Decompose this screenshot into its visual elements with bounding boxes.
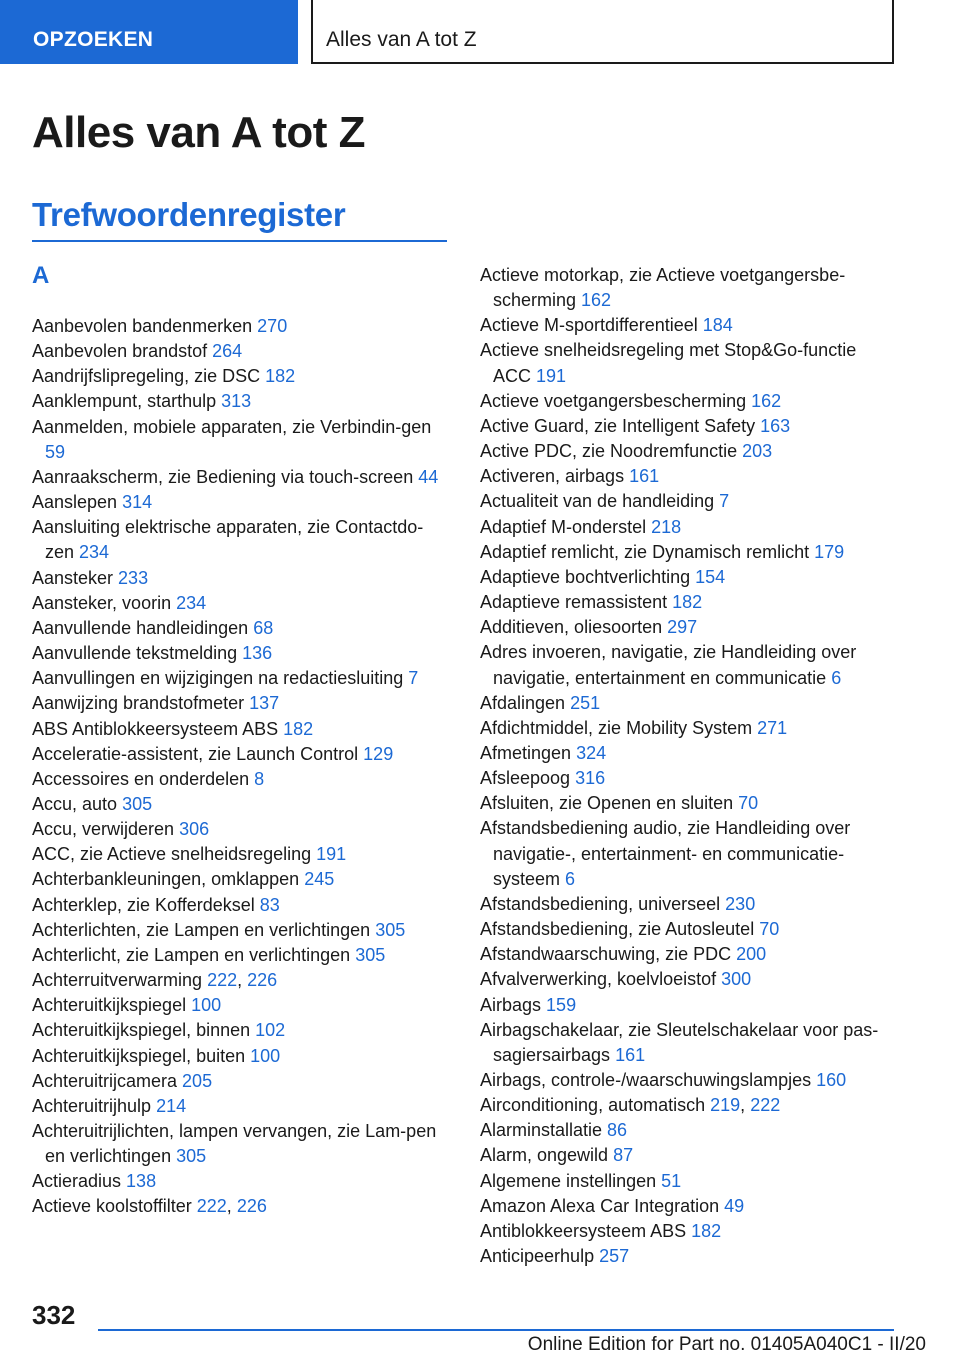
index-entry-term: Achterlichten, zie Lampen en verlichtingen (32, 919, 376, 940)
page-reference-link[interactable]: 6 (831, 667, 842, 688)
index-entry-term: Afstandwaarschuwing, zie PDC (480, 944, 737, 965)
header-tab-opzoeken[interactable]: OPZOEKEN (0, 0, 298, 64)
index-entry (32, 566, 450, 591)
page-reference-link[interactable]: 222 (207, 970, 238, 991)
index-entry (480, 816, 898, 891)
index-entry (32, 943, 450, 968)
index-entry (480, 1093, 898, 1118)
index-entry (480, 892, 898, 917)
page-reference-link[interactable]: 200 (736, 944, 767, 965)
page-reference-link[interactable]: 226 (236, 1196, 267, 1217)
index-entry-term: Aanklempunt, starthulp (32, 391, 222, 412)
index-entry (32, 742, 450, 767)
index-entry-term: ABS Antiblokkeersysteem ABS (32, 718, 284, 739)
index-entry-term: Activeren, airbags (480, 466, 630, 487)
index-entry (32, 1169, 450, 1194)
index-entry (32, 1194, 450, 1219)
page-reference-link[interactable]: 191 (536, 365, 567, 386)
index-entry (32, 767, 450, 792)
index-entry-term: Afstandsbediening audio, zie Handleiding over navigatie-, entertainment- en communicatie-systeem (480, 818, 851, 889)
index-entry (32, 691, 450, 716)
index-entry (32, 717, 450, 742)
ref-separator: , (740, 1095, 751, 1116)
index-entry (32, 1044, 450, 1069)
index-entry (32, 1094, 450, 1119)
index-entry (32, 616, 450, 641)
index-entry-term: Achteruitrijlichten, lampen vervangen, zie Lam-pen en verlichtingen (32, 1121, 437, 1167)
index-entry-term: Amazon Alexa Car Integration (480, 1195, 725, 1216)
index-entry-term: Achteruitrijcamera (32, 1070, 183, 1091)
index-entry-term: Airbags, controle-/waarschuwingslampjes (480, 1070, 817, 1090)
page-reference-link[interactable]: 264 (212, 341, 243, 362)
index-entry (32, 666, 450, 691)
page-reference-link[interactable]: 6 (565, 868, 576, 889)
index-entry-term: Accu, auto (32, 793, 123, 814)
index-entry (480, 1244, 898, 1269)
page-reference-link[interactable]: 305 (122, 793, 153, 814)
index-entry-term: Afstandsbediening, zie Autosleutel (480, 919, 760, 940)
page-reference-link[interactable]: 313 (221, 391, 252, 412)
page-reference-link[interactable]: 191 (316, 844, 347, 865)
index-entry-term: Antiblokkeersysteem ABS (480, 1220, 692, 1241)
page-reference-link[interactable]: 7 (719, 491, 730, 512)
page-reference-link[interactable]: 59 (45, 441, 66, 462)
index-entry-term: Afvalverwerking, koelvloeistof (480, 969, 722, 990)
index-entry (480, 1068, 898, 1093)
index-entry (480, 766, 898, 791)
page-reference-link[interactable]: 68 (253, 617, 274, 638)
index-entry (480, 942, 898, 967)
section-title: Trefwoordenregister (32, 196, 346, 233)
page-reference-link[interactable]: 300 (721, 969, 752, 990)
page-reference-link[interactable]: 49 (724, 1195, 745, 1216)
index-entry (32, 389, 450, 414)
index-entry-term: Actieve motorkap, zie Actieve voetgangersbe-scherming (480, 265, 846, 311)
page-reference-link[interactable]: 182 (672, 592, 703, 613)
index-entry (32, 1119, 450, 1169)
index-entry (480, 540, 898, 565)
index-entry-term: Aanbevolen bandenmerken (32, 316, 258, 336)
index-entry-term: Adaptieve remassistent (480, 592, 673, 613)
page-reference-link[interactable]: 316 (575, 768, 606, 789)
index-entry (480, 565, 898, 590)
page-reference-link[interactable]: 205 (182, 1070, 213, 1091)
page-reference-link[interactable]: 137 (249, 693, 280, 714)
index-entry-term: Accessoires en onderdelen (32, 768, 255, 789)
section-divider (32, 240, 447, 242)
page-reference-link[interactable]: 297 (667, 617, 698, 638)
index-entry (32, 591, 450, 616)
index-entry-term: Anticipeerhulp (480, 1246, 600, 1267)
index-entry-term: Additieven, oliesoorten (480, 617, 668, 638)
index-entry (32, 490, 450, 515)
index-entry-term: Airconditioning, automatisch (480, 1095, 711, 1116)
index-entry-term: Afmetingen (480, 742, 577, 763)
index-entry-term: Aansteker, voorin (32, 592, 177, 613)
index-entry-term: Adaptieve bochtverlichting (480, 566, 696, 587)
page-reference-link[interactable]: 86 (607, 1120, 628, 1141)
index-entry-term: Active Guard, zie Intelligent Safety (480, 415, 761, 436)
index-entry (480, 439, 898, 464)
page-reference-link[interactable]: 136 (242, 643, 273, 664)
index-entry-term: Aanvullingen en wijzigingen na redactiesluiting (32, 668, 409, 689)
index-entry-term: Airbags (480, 994, 547, 1015)
page-reference-link[interactable]: 305 (176, 1146, 207, 1167)
page-reference-link[interactable]: 163 (760, 415, 791, 436)
index-entry-term: Afstandsbediening, universeel (480, 893, 726, 914)
index-entry-term: Airbagschakelaar, zie Sleutelschakelaar voor pas-sagiersairbags (480, 1019, 879, 1065)
page-reference-link[interactable]: 257 (599, 1246, 630, 1267)
index-entry (32, 792, 450, 817)
index-entry (480, 1169, 898, 1194)
index-entry-term: Aandrijfslipregeling, zie DSC (32, 366, 266, 387)
index-entry-term: Aanbevolen brandstof (32, 341, 213, 362)
index-entry (480, 640, 898, 690)
index-entry (480, 917, 898, 942)
index-entry (32, 314, 450, 339)
index-entry (32, 1069, 450, 1094)
index-entry (480, 791, 898, 816)
index-entry (480, 1018, 898, 1068)
index-entry (480, 489, 898, 514)
index-entry-term: ACC, zie Actieve snelheidsregeling (32, 844, 317, 865)
index-entry (32, 339, 450, 364)
index-entry (32, 364, 450, 389)
index-entry (480, 691, 898, 716)
index-entry-term: Achteruitkijkspiegel (32, 995, 192, 1016)
index-entry (32, 893, 450, 918)
index-entry (480, 1219, 898, 1244)
index-entry (480, 515, 898, 540)
index-entry (32, 993, 450, 1018)
index-entry-term: Actieve snelheidsregeling met Stop&Go-functie ACC (480, 340, 857, 386)
index-entry-term: Aanmelden, mobiele apparaten, zie Verbindin-gen (32, 416, 432, 437)
index-entry (480, 263, 898, 313)
index-column-right (480, 263, 898, 1269)
index-entry-term: Achterklep, zie Kofferdeksel (32, 894, 260, 915)
index-entry-term: Actieve M-sportdifferentieel (480, 315, 703, 336)
page-reference-link[interactable]: 138 (126, 1171, 157, 1192)
page-reference-link[interactable]: 226 (247, 970, 278, 991)
index-entry (480, 414, 898, 439)
index-entry-term: Adres invoeren, navigatie, zie Handleiding over navigatie, entertainment en communicatie (480, 642, 857, 688)
index-entry (480, 741, 898, 766)
page-reference-link[interactable]: 51 (661, 1170, 682, 1191)
index-entry-term: Aanvullende tekstmelding (32, 643, 243, 664)
index-entry (480, 615, 898, 640)
page-reference-link[interactable]: 83 (259, 894, 280, 915)
index-entry (32, 641, 450, 666)
index-entry-term: Achterruitverwarming (32, 970, 208, 991)
page-reference-link[interactable]: 100 (191, 995, 222, 1016)
page-reference-link[interactable]: 70 (759, 919, 780, 940)
index-entry-term: Afsleepoog (480, 768, 576, 789)
index-entry (480, 1194, 898, 1219)
page-number: 332 (32, 1300, 76, 1330)
page-reference-link[interactable]: 222 (196, 1196, 227, 1217)
page-reference-link[interactable]: 160 (816, 1070, 847, 1090)
index-entry (32, 918, 450, 943)
index-entry-term: Actualiteit van de handleiding (480, 491, 720, 512)
index-entry-term: Adaptief M-onderstel (480, 516, 652, 537)
header-section-label: Alles van A tot Z (311, 0, 894, 64)
index-entry-term: Alarminstallatie (480, 1120, 608, 1141)
index-entry (480, 389, 898, 414)
page-reference-link[interactable]: 234 (79, 542, 110, 563)
index-entry-term: Afsluiten, zie Openen en sluiten (480, 793, 739, 814)
page-reference-link[interactable]: 203 (742, 441, 773, 462)
index-entry-term: Afdichtmiddel, zie Mobility System (480, 717, 758, 738)
page-reference-link[interactable]: 306 (179, 819, 210, 840)
index-entry (480, 993, 898, 1018)
index-entry (480, 1118, 898, 1143)
index-entry-term: Achteruitkijkspiegel, binnen (32, 1020, 256, 1041)
page-reference-link[interactable]: 233 (118, 567, 149, 588)
page-reference-link[interactable]: 314 (122, 492, 153, 513)
page-reference-link[interactable]: 70 (738, 793, 759, 814)
footer-edition-text: Online Edition for Part no. 01405A040C1 - II/20 (527, 1334, 926, 1355)
index-entry-term: Aansteker (32, 567, 119, 588)
index-entry (480, 464, 898, 489)
footer-divider (98, 1329, 894, 1331)
page-reference-link[interactable]: 182 (283, 718, 314, 739)
page-reference-link[interactable]: 8 (254, 768, 265, 789)
page-reference-link[interactable]: 219 (710, 1095, 741, 1116)
page-reference-link[interactable]: 234 (176, 592, 207, 613)
index-entry (32, 867, 450, 892)
index-entry-term: Actieve koolstoffilter (32, 1196, 197, 1217)
index-entry (32, 842, 450, 867)
index-entry (480, 967, 898, 992)
page-title: Alles van A tot Z (32, 108, 365, 157)
page-reference-link[interactable]: 129 (363, 743, 394, 764)
index-entry-term: Aanvullende handleidingen (32, 617, 254, 638)
index-entry-term: Afdalingen (480, 692, 571, 713)
index-entry-term: Actieve voetgangersbescherming (480, 390, 752, 411)
index-entry-term: Aansluiting elektrische apparaten, zie Contactdo-zen (32, 517, 424, 563)
index-entry (32, 465, 450, 490)
page-reference-link[interactable]: 154 (695, 566, 726, 587)
index-entry-term: Achteruitrijhulp (32, 1095, 157, 1116)
page-reference-link[interactable]: 305 (375, 919, 406, 940)
index-entry-term: Achteruitkijkspiegel, buiten (32, 1045, 251, 1066)
page-reference-link[interactable]: 251 (570, 692, 601, 713)
page-reference-link[interactable]: 182 (691, 1220, 722, 1241)
index-entry (480, 338, 898, 388)
index-entry-term: Active PDC, zie Noodremfunctie (480, 441, 743, 462)
index-entry-term: Algemene instellingen (480, 1170, 662, 1191)
page-reference-link[interactable]: 87 (613, 1145, 634, 1166)
page-reference-link[interactable]: 305 (355, 944, 386, 965)
index-entry-term: Adaptief remlicht, zie Dynamisch remlicht (480, 541, 815, 562)
index-entry (480, 313, 898, 338)
index-entry (480, 1143, 898, 1168)
page-reference-link[interactable]: 324 (576, 742, 607, 763)
page-reference-link[interactable]: 184 (702, 315, 733, 336)
index-entry-term: Aanslepen (32, 492, 123, 513)
index-entry (480, 590, 898, 615)
page-reference-link[interactable]: 214 (156, 1095, 187, 1116)
page-reference-link[interactable]: 245 (304, 869, 335, 890)
index-entry-term: Accu, verwijderen (32, 819, 180, 840)
index-column-left (32, 314, 450, 1220)
page-reference-link[interactable]: 161 (615, 1044, 646, 1065)
page-reference-link[interactable]: 100 (250, 1045, 281, 1066)
page-reference-link[interactable]: 218 (651, 516, 682, 537)
page-reference-link[interactable]: 182 (265, 366, 296, 387)
index-entry (32, 1018, 450, 1043)
index-entry-term: Actieradius (32, 1171, 127, 1192)
page-reference-link[interactable]: 179 (814, 541, 845, 562)
page-reference-link[interactable]: 159 (546, 994, 577, 1015)
page-reference-link[interactable]: 44 (418, 466, 439, 487)
page-reference-link[interactable]: 161 (629, 466, 660, 487)
page-reference-link[interactable]: 271 (757, 717, 788, 738)
page-reference-link[interactable]: 270 (257, 316, 288, 336)
index-entry-term: Achterlicht, zie Lampen en verlichtingen (32, 944, 356, 965)
index-entry (480, 716, 898, 741)
index-letter-heading: A (32, 262, 50, 289)
index-entry-term: Alarm, ongewild (480, 1145, 614, 1166)
page-reference-link[interactable]: 7 (408, 668, 419, 689)
page-reference-link[interactable]: 222 (750, 1095, 781, 1116)
index-entry-term: Achterbankleuningen, omklappen (32, 869, 305, 890)
index-entry (32, 968, 450, 993)
page-reference-link[interactable]: 162 (581, 290, 612, 311)
index-entry (32, 415, 450, 465)
page-reference-link[interactable]: 230 (725, 893, 756, 914)
index-entry (32, 515, 450, 565)
ref-separator: , (237, 970, 248, 991)
page-reference-link[interactable]: 162 (751, 390, 782, 411)
ref-separator: , (226, 1196, 237, 1217)
page-reference-link[interactable]: 102 (255, 1020, 286, 1041)
index-entry-term: Aanwijzing brandstofmeter (32, 693, 250, 714)
index-entry-term: Acceleratie-assistent, zie Launch Control (32, 743, 364, 764)
index-entry-term: Aanraakscherm, zie Bediening via touch-screen (32, 466, 419, 487)
index-entry (32, 817, 450, 842)
